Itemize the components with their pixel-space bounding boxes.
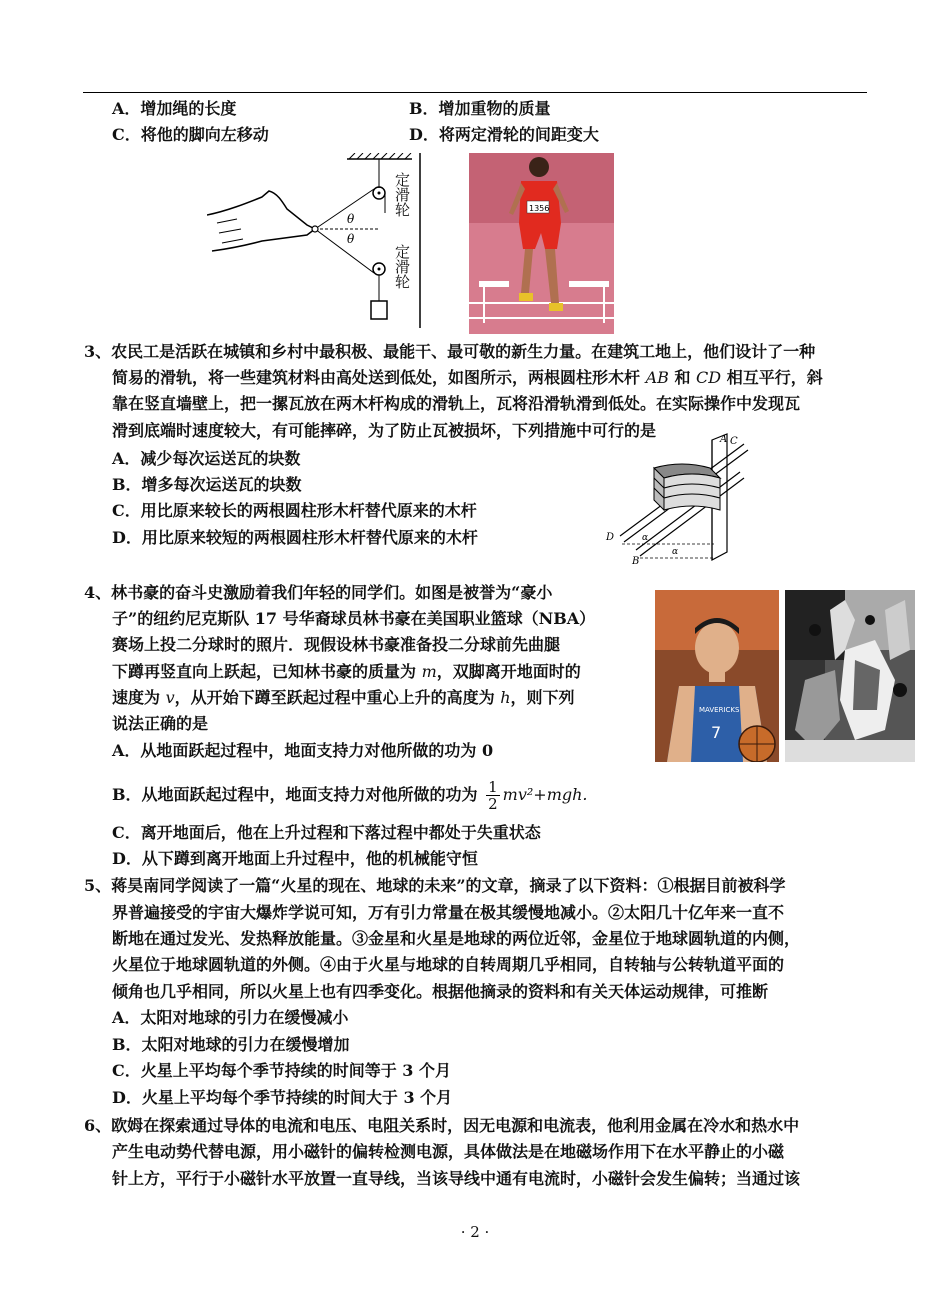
q2-option-c: C．将他的脚向左移动 — [112, 125, 269, 144]
angle-alpha-1: α — [642, 533, 649, 543]
q2-option-d: D．将两定滑轮的间距变大 — [409, 125, 599, 144]
q3-line-2: 简易的滑轨，将一些建筑材料由高处送到低处，如图所示，两根圆柱形木杆 AB 和 CD 相互平行，斜 — [112, 368, 823, 387]
q6-line-1: 6、欧姆在探索通过导体的电流和电压、电阻关系时，因无电源和电流表，他利用金属在冷水和热水中 — [84, 1116, 800, 1135]
jersey-number: 7 — [711, 723, 722, 742]
q5-line-5: 倾角也几乎相同，所以火星上也有四季变化。根据他摘录的资料和有关天体运动规律，可推断 — [112, 982, 769, 1001]
theta-label-top: θ — [347, 212, 355, 226]
q6-line-3: 针上方，平行于小磁针水平放置一直导线，当该导线中通有电流时，小磁针会发生偏转；当通过该 — [112, 1169, 801, 1188]
q3-option-a: A．减少每次运送瓦的块数 — [112, 449, 301, 468]
q5-line-2: 界普遍接受的宇宙大爆炸学说可知，万有引力常量在极其缓慢地减小。②太阳几十亿年来一直不 — [112, 903, 785, 922]
q4-line-5: 速度为 v，从开始下蹲至跃起过程中重心上升的高度为 h，则下列 — [112, 688, 575, 707]
q3-line-1: 3、农民工是活跃在城镇和乡村中最积极、最能干、最可敬的新生力量。在建筑工地上，他们设计了一种 — [84, 342, 816, 361]
rail-label-d: D — [606, 532, 615, 543]
q5-line-1: 5、蒋昊南同学阅读了一篇“火星的现在、地球的未来”的文章，摘录了以下资料：①根据目前被科学 — [84, 876, 786, 895]
rail-label-a: A — [720, 434, 728, 445]
q2-option-b: B．增加重物的质量 — [409, 99, 551, 118]
jersey-text: MAVERICKS — [699, 706, 740, 714]
bib-number: 1356 — [529, 204, 550, 213]
q4-line-1: 4、林书豪的奋斗史激励着我们年轻的同学们。如图是被誉为“豪小 — [84, 583, 553, 602]
rail-label-c: C — [730, 436, 738, 447]
q3-line-3: 靠在竖直墙壁上，把一摞瓦放在两木杆构成的滑轨上，瓦将沿滑轨滑到低处。在实际操作中发现瓦 — [112, 394, 801, 413]
q5-option-a: A．太阳对地球的引力在缓慢减小 — [112, 1008, 349, 1027]
q5-line-3: 断地在通过发光、发热释放能量。③金星和火星是地球的两位近邻，金星位于地球圆轨道的内侧， — [112, 929, 801, 948]
q4-option-a: A．从地面跃起过程中，地面支持力对他所做的功为 0 — [112, 741, 494, 760]
q4-option-b: B．从地面跃起过程中，地面支持力对他所做的功为 $\frac{1}{2}$ mv²+mgh. — [112, 778, 588, 813]
q2-option-a: A．增加绳的长度 — [112, 99, 237, 118]
pulley-top-label: 定滑轮 — [393, 172, 411, 217]
q5-line-4: 火星位于地球圆轨道的外侧。④由于火星与地球的自转周期几乎相同，自转轴与公转轨道平面的 — [112, 955, 785, 974]
q3-option-b: B．增多每次运送瓦的块数 — [112, 475, 302, 494]
q6-line-2: 产生电动势代替电源，用小磁针的偏转检测电源，具体做法是在地磁场作用下在水平静止的小磁 — [112, 1142, 785, 1161]
q5-option-d: D．火星上平均每个季节持续的时间大于 3 个月 — [112, 1088, 453, 1107]
q4-line-2: 子”的纽约尼克斯队 17 号华裔球员林书豪在美国职业篮球（NBA） — [112, 609, 596, 628]
player-portrait-photo — [655, 590, 779, 762]
page-number: · 2 · — [460, 1223, 490, 1241]
q4-line-3: 赛场上投二分球时的照片．现假设林书豪准备投二分球前先曲腿 — [112, 635, 561, 654]
hurdler-photo — [469, 153, 614, 334]
pulley-bottom-label: 定滑轮 — [393, 244, 411, 289]
q3-option-d: D．用比原来较短的两根圆柱形木杆替代原来的木杆 — [112, 528, 478, 547]
q3-option-c: C．用比原来较长的两根圆柱形木杆替代原来的木杆 — [112, 501, 477, 520]
q5-option-b: B．太阳对地球的引力在缓慢增加 — [112, 1035, 350, 1054]
header-rule — [83, 92, 867, 93]
q4-line-6: 说法正确的是 — [112, 714, 209, 733]
q4-line-4: 下蹲再竖直向上跃起，已知林书豪的质量为 m，双脚离开地面时的 — [112, 662, 581, 681]
q4-option-c: C．离开地面后，他在上升过程和下落过程中都处于失重状态 — [112, 823, 541, 842]
slide-rail-diagram — [602, 430, 762, 566]
q5-option-c: C．火星上平均每个季节持续的时间等于 3 个月 — [112, 1061, 452, 1080]
rail-label-b: B — [632, 556, 640, 566]
q4-option-d: D．从下蹲到离开地面上升过程中，他的机械能守恒 — [112, 849, 478, 868]
fraction-one-half: $\frac{1}{2}$ — [488, 778, 498, 813]
q3-line-4: 滑到底端时速度较大，有可能摔碎，为了防止瓦被损坏，下列措施中可行的是 — [112, 421, 657, 440]
angle-alpha-2: α — [672, 547, 679, 557]
theta-label-bottom: θ — [347, 232, 355, 246]
player-shooting-photo — [785, 590, 915, 762]
